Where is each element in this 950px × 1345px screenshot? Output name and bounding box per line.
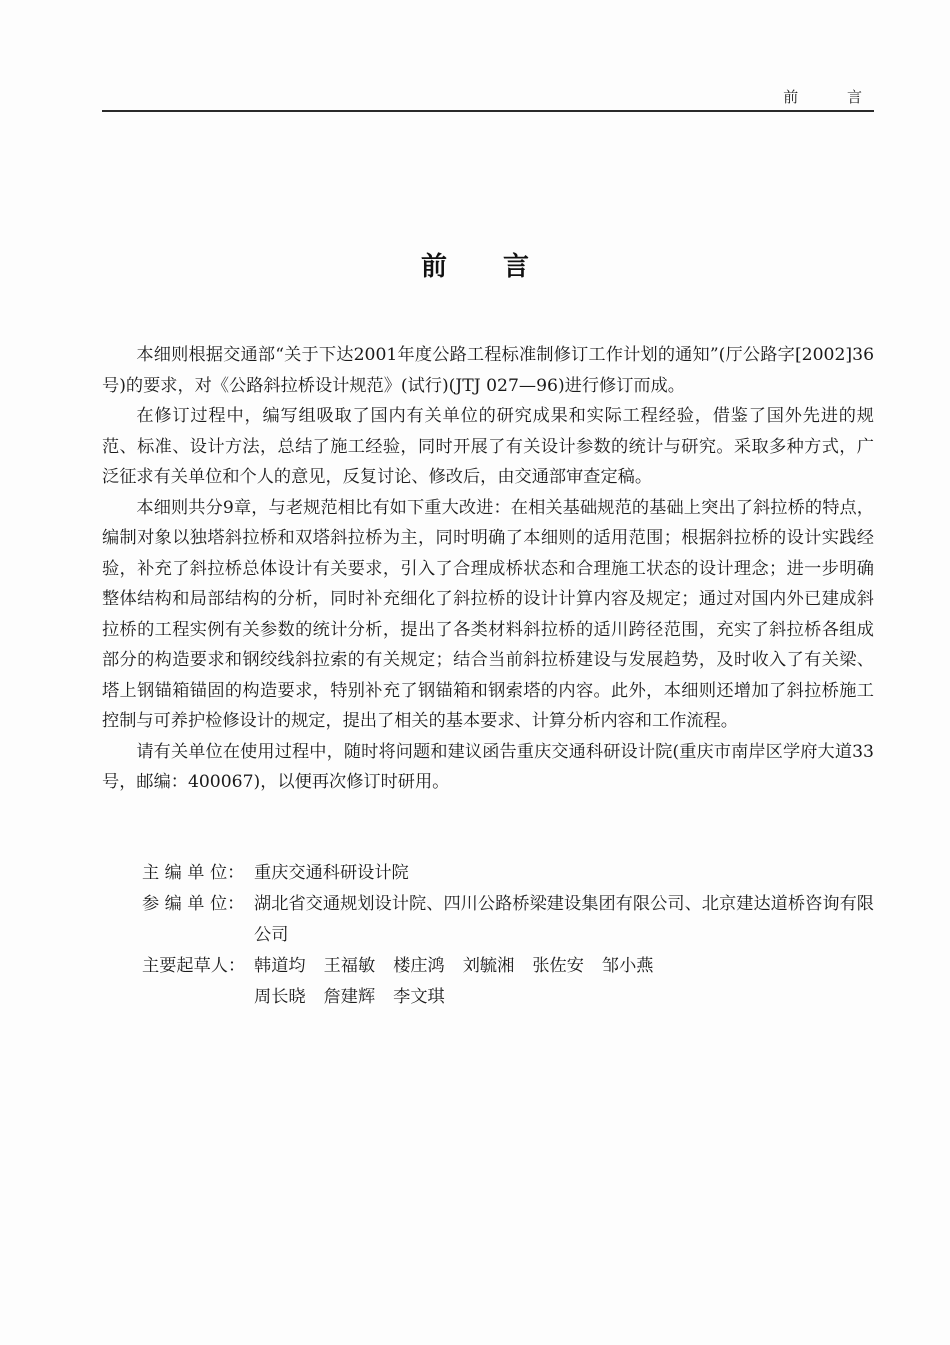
co-editor-label: 参 编 单 位： [142,894,245,914]
chief-editor-label: 主 编 单 位： [142,863,245,883]
paragraph-4: 请有关单位在使用过程中，随时将问题和建议函告重庆交通科研设计院(重庆市南岸区学府大道33号，邮编：400067)，以便再次修订时研用。 [102,741,874,792]
drafter-name: 刘毓湘 [462,956,515,976]
drafter-name: 楼庄鸿 [393,956,445,976]
drafter-name: 李文琪 [393,987,445,1007]
drafter-name: 周长晓 [254,987,306,1007]
drafters-label: 主要起草人： [142,956,246,976]
drafter-name: 张佐安 [532,956,584,976]
paragraph-2: 在修订过程中，编写组吸取了国内有关单位的研究成果和实际工程经验，借鉴了国外先进的规范、标准、设计方法，总结了施工经验，同时开展了有关设计参数的统计与研究。采取多种方式，广泛征求有关单位和个人的意见，反复讨论、修改后，由交通部审查定稿。 [102,406,874,487]
drafters-row [102,951,874,1013]
co-editor-row [102,889,874,951]
co-editor-value: 湖北省交通规划设计院、四川公路桥梁建设集团有限公司、北京建达道桥咨询有限公司 [254,894,874,945]
drafter-name: 邹小燕 [601,956,654,976]
paragraph-3: 本细则共分9章，与老规范相比有如下重大改进：在相关基础规范的基础上突出了斜拉桥的特点，编制对象以独塔斜拉桥和双塔斜拉桥为主，同时明确了本细则的适用范围；根据斜拉桥的设计实践经验，补充了斜拉桥总体设计有关要求，引入了合理成桥状态和合理施工状态的设计理念；进一步明确整体结构和局部结构的分析，同时补充细化了斜拉桥的设计计算内容及规定；通过对国内外已建成斜拉桥的工程实例有关参数的统计分析，提出了各类材料斜拉桥的适川跨径范围，充实了斜拉桥各组成部分的构造要求和钢绞线斜拉索的有关规定；结合当前斜拉桥建设与发展趋势，及时收入了有关梁、塔上钢锚箱锚固的构造要求，特别补充了钢锚箱和钢索塔的内容。此外，本细则还增加了斜拉桥施工控制与可养护检修设计的规定，提出了相关的基本要求、计算分析内容和工作流程。 [102,497,874,731]
credits-block [102,858,874,1013]
drafter-name: 韩道均 [254,956,306,976]
drafters-list [254,951,874,1013]
drafter-name: 詹建辉 [323,987,376,1007]
chief-editor-row [102,858,874,889]
running-header [102,84,884,112]
drafter-name: 王福敏 [323,956,376,976]
page-title: 前言 [420,252,585,282]
chief-editor-value: 重庆交通科研设计院 [254,863,409,883]
running-header-title: 前 言 [783,88,884,106]
paragraph-1: 本细则根据交通部“关于下达2001年度公路工程标准制修订工作计划的通知”(厅公路字[2002]36号)的要求，对《公路斜拉桥设计规范》(试行)(JTJ 027—96)进行修订而成。 [102,345,874,396]
preface-body [102,340,874,798]
